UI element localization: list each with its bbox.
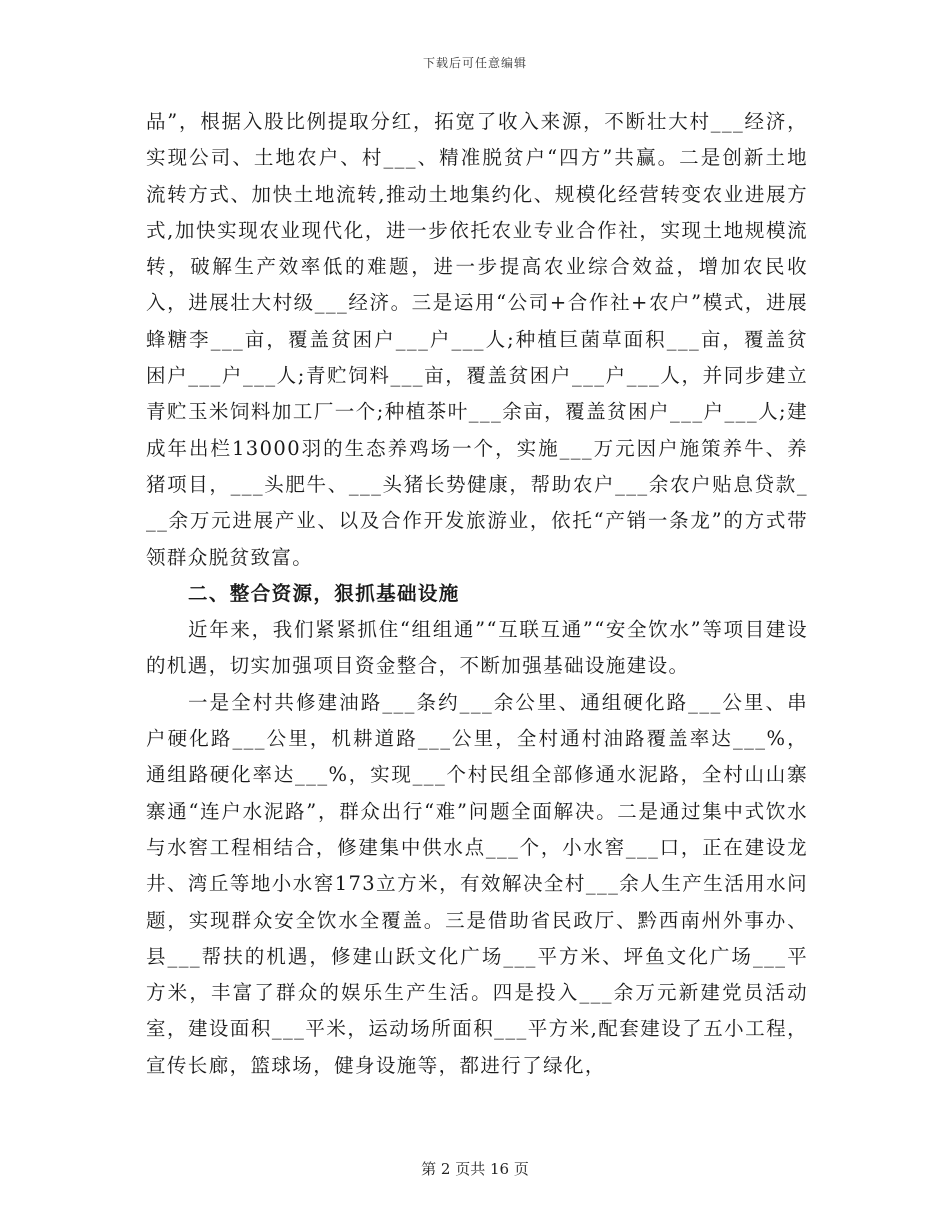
paragraph-intro-infrastructure: 近年来，我们紧紧抓住“组组通”“互联互通”“安全饮水”等项目建设的机遇，切实加强项目资金整合，不断加强基础设施建设。 bbox=[146, 618, 808, 678]
document-body bbox=[146, 104, 808, 1084]
page-header: 下载后可任意编辑 bbox=[422, 56, 527, 70]
paragraph-income-sources: 品”，根据入股比例提取分红，拓宽了收入来源，不断壮大村___经济，实现公司、土地农户、村___、精准脱贫户“四方”共赢。二是创新土地流转方式、加快土地流转,推动土地集约化、规模化经营转变农业进展方式,加快实现农业现代化，进一步依托农业专业合作社，实现土地规模流转，破解生产效率低的难题，进一步提高农业综合效益，增加农民收入，进展壮大村级___经济。三是运用“公司+合作社+农户”模式，进展蜂糖李___亩，覆盖贫困户___户___人;种植巨菌草面积___亩，覆盖贫困户___户___人;青贮饲料___亩，覆盖贫困户___户___人，并同步建立青贮玉米饲料加工厂一个;种植茶叶___余亩，覆盖贫困户___户___人;建成年出栏13000羽的生态养鸡场一个，实施___万元因户施策养牛、养猪项目，___头肥牛、___头猪长势健康，帮助农户___余农户贴息贷款___余万元进展产业、以及合作开发旅游业，依托“产销一条龙”的方式带领群众脱贫致富。 bbox=[146, 110, 808, 569]
section-heading-infrastructure: 二、整合资源，狠抓基础设施 bbox=[188, 581, 460, 605]
page-number: 第 2 页共 16 页 bbox=[421, 1160, 529, 1178]
paragraph-infrastructure-details: 一是全村共修建油路___条约___余公里、通组硬化路___公里、串户硬化路___公里，机耕道路___公里，全村通村油路覆盖率达___%，通组路硬化率达___%，实现___个村民组全部修通水泥路，全村山山寨寨通“连户水泥路”，群众出行“难”问题全面解决。二是通过集中式饮水与水窖工程相结合，修建集中供水点___个，小水窖___口，正在建设龙井、湾丘等地小水窖173立方米，有效解决全村___余人生产生活用水问题，实现群众安全饮水全覆盖。三是借助省民政厅、黔西南州外事办、县___帮扶的机遇，修建山跃文化广场___平方米、坪鱼文化广场___平方米，丰富了群众的娱乐生产生活。四是投入___余万元新建党员活动室，建设面积___平米，运动场所面积___平方米,配套建设了五小工程，宣传长廊，篮球场，健身设施等，都进行了绿化， bbox=[146, 690, 808, 1077]
